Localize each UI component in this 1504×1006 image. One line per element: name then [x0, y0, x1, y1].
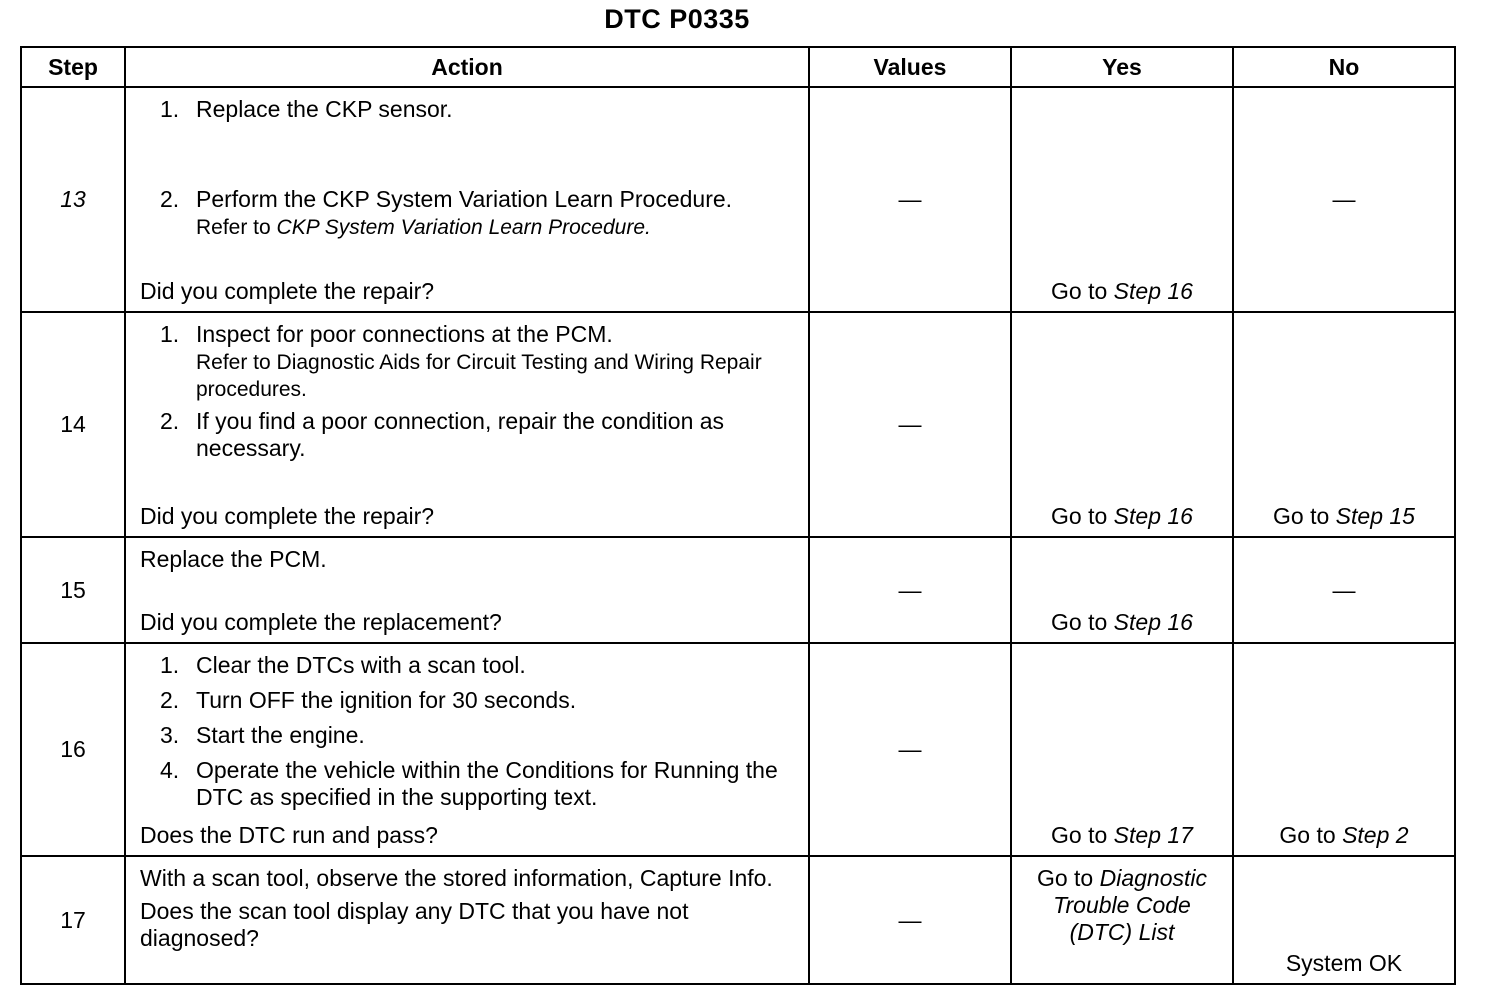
question-text: Did you complete the replacement? [140, 609, 502, 635]
step-number: 13 [21, 87, 125, 312]
step-number: 15 [21, 537, 125, 643]
table-row-15 [21, 537, 1455, 643]
table-header-row [21, 47, 1455, 87]
values-cell: — [809, 87, 1011, 312]
action-cell [125, 87, 809, 312]
yes-cell: Go to Step 16 [1011, 312, 1233, 537]
list-item: 1. Replace the CKP sensor. [160, 96, 453, 122]
no-cell: — [1233, 87, 1455, 312]
header-action: Action [125, 47, 809, 87]
header-yes: Yes [1011, 47, 1233, 87]
action-cell [125, 537, 809, 643]
action-cell [125, 312, 809, 537]
table-row-14 [21, 312, 1455, 537]
question-text: Does the DTC run and pass? [140, 822, 438, 848]
no-cell: Go to Step 15 [1233, 312, 1455, 537]
table-row-13 [21, 87, 1455, 312]
question-text: Did you complete the repair? [140, 278, 435, 304]
header-step: Step [21, 47, 125, 87]
question-text: Does the scan tool display any DTC that you have not diagnosed? [140, 898, 689, 951]
step-number: 16 [21, 643, 125, 856]
action-text: Replace the PCM. [140, 546, 327, 572]
diagnostic-table [20, 46, 1456, 985]
page-title: DTC P0335 [604, 4, 750, 34]
action-cell [125, 643, 809, 856]
step-number: 17 [21, 856, 125, 984]
list-item: 1. Clear the DTCs with a scan tool. [160, 652, 526, 678]
values-cell: — [809, 312, 1011, 537]
list-item: 4. Operate the vehicle within the Conditions for Running the DTC as specified in the supporting text. [160, 757, 778, 810]
yes-cell: Go to Step 16 [1011, 87, 1233, 312]
action-cell [125, 856, 809, 984]
values-cell: — [809, 856, 1011, 984]
list-item: 1. Inspect for poor connections at the PCM. Refer to Diagnostic Aids for Circuit Testing and Wiring Repair procedures. [160, 321, 762, 401]
no-cell: — [1233, 537, 1455, 643]
question-text: Did you complete the repair? [140, 503, 435, 529]
yes-cell: Go to Step 16 [1011, 537, 1233, 643]
list-item: 2. Perform the CKP System Variation Learn Procedure. Refer to CKP System Variation Learn Procedure. [160, 186, 733, 239]
header-values: Values [809, 47, 1011, 87]
yes-cell: Go to Step 17 [1011, 643, 1233, 856]
values-cell: — [809, 643, 1011, 856]
values-cell: — [809, 537, 1011, 643]
header-no: No [1233, 47, 1455, 87]
list-item: 3. Start the engine. [160, 722, 365, 748]
action-text: With a scan tool, observe the stored information, Capture Info. [140, 865, 773, 891]
table-row-17 [21, 856, 1455, 984]
table-row-16 [21, 643, 1455, 856]
list-item: 2. If you find a poor connection, repair the condition as necessary. [160, 408, 725, 461]
no-cell: System OK [1233, 856, 1455, 984]
yes-cell: Go to Diagnostic Trouble Code (DTC) List [1011, 856, 1233, 984]
no-cell: Go to Step 2 [1233, 643, 1455, 856]
list-item: 2. Turn OFF the ignition for 30 seconds. [160, 687, 577, 713]
step-number: 14 [21, 312, 125, 537]
